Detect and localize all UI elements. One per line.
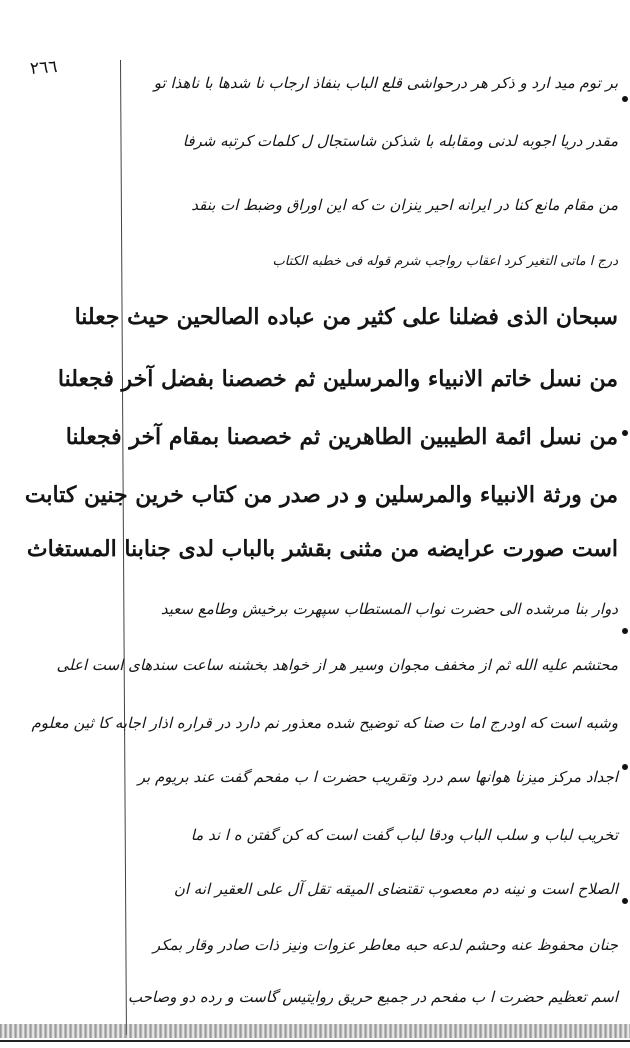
text-line-12: وشبه است که اودرج اما ت صنا که توضیح شده معذور نم دارد در قراره اذار اجابه کا ثین معلوم [31,714,618,732]
text-line-17: اسم تعظیم حضرت ا ب مفحم در جمیع حریق روایتیس گاست و رده دو وصاحب [127,988,618,1006]
text-line-2: مقدر دریا اجوبه لدنی ومقابله با شذکن شاستجال ل کلمات کرتبه شرفا [182,132,618,150]
edge-dot [622,764,628,770]
page-edge [620,0,630,1048]
text-line-15: الصلاح است و نینه دم معصوب تقتضای المیقه تقل آل علی العقیر انه ان [173,880,618,898]
text-line-13: اجداد مرکز میزنا هوانها سم درد وتقریب حضرت ا ب مفحم گفت عند بریوم بر [137,768,618,786]
page-number: ٢٦٦ [29,57,59,79]
text-line-7: من نسل ائمة الطیبین الطاهرین ثم خصصنا بمقام آخر فجعلنا [65,424,618,450]
text-line-10: دوار بنا مرشده الی حضرت نواب المستطاب سپهرت برخیش وطامع سعید [160,600,618,618]
text-line-3: من مقام مانع کنا در ایرانه احیر ینزان ت که این اوراق وضبط ات بنقد [191,196,618,214]
text-line-1: بر توم مید ارد و ذکر هر درحواشی قلع الباب بنفاذ ارجاب نا شدها با ناهذا تو [153,74,618,92]
text-line-4: درج ا ماتی التغیر کرد اعقاب رواجب شرم قوله فی خطبه الکتاب [272,254,618,269]
text-line-8: من ورثة الانبیاء والمرسلین و در صدر من کتاب خرین جنین کتابت [24,482,618,508]
edge-dot [622,430,628,436]
edge-dot [622,628,628,634]
text-line-6: من نسل خاتم الانبیاء والمرسلین ثم خصصنا بفضل آخر فجعلنا [57,366,618,392]
text-line-14: تخریب لباب و سلب الباب ودقا لباب گفت است که کن گفتن ه ا ند ما [190,826,618,844]
page-bottom-edge [0,1024,630,1038]
edge-dot [622,898,628,904]
text-line-16: جنان محفوظ عنه وحشم لدعه حبه معاطر عزوات ونیز ذات صادر وقار بمکر [152,936,618,954]
page-bottom-line [0,1040,630,1042]
text-line-5: سبحان الذی فضلنا علی کثیر من عباده الصالحین حیث جعلنا [74,304,618,330]
text-line-9: است صورت عرایضه من مثنی بقشر بالباب لدی جنابنا المستغاث [26,536,618,562]
text-line-11: محتشم علیه الله ثم از مخفف مجوان وسیر هر از خواهد بخشنه ساعت سندهای است اعلی [56,656,618,674]
edge-dot [622,96,628,102]
